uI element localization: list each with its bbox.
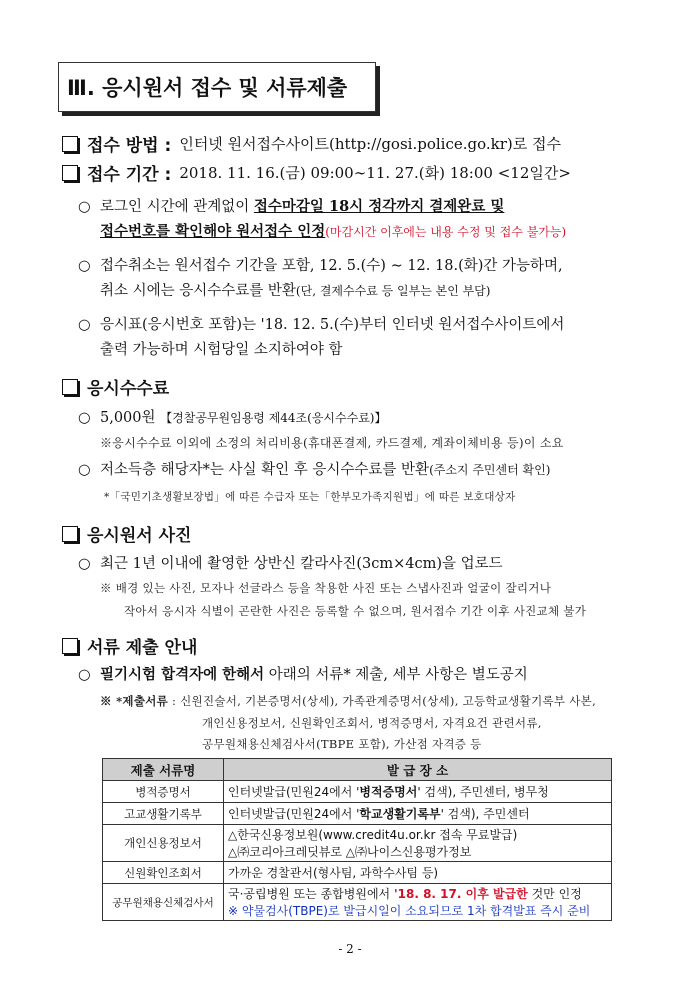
circle-bullet-icon: ○ xyxy=(78,410,91,426)
receipt-period-label: 접수 기간 : xyxy=(87,165,172,185)
issue-place-cell: 국·공립병원 또는 종합병원에서 '18. 8. 17. 이후 발급한 것만 인정 ※ 약물검사(TBPE)로 발급시일이 소요되므로 1차 합격발표 즉시 준비 xyxy=(224,884,612,921)
table-row xyxy=(103,781,612,803)
issue-place-cell: 가까운 경찰관서(형사팀, 과학수사팀 등) xyxy=(224,862,612,884)
fee-note: ※응시수수료 이외에 소정의 처리비용(휴대폰결제, 카드결제, 계좌이체비용 등)이 소요 xyxy=(100,436,564,450)
issue-place-cell: △한국신용정보원(www.credit4u.or.kr 접속 무료발급) △㈜코리아크레딧뷰로 △㈜나이스신용평가정보 xyxy=(224,825,612,862)
doc-name-cell: 공무원채용신체검사서 xyxy=(103,884,224,921)
table-row xyxy=(103,803,612,825)
fee-refund-note: *「국민기초생활보장법」에 따른 수급자 또는「한부모가족지원법」에 따른 보호대상자 xyxy=(104,491,516,503)
circle-bullet-icon: ○ xyxy=(78,258,91,274)
checkbox-bullet-icon xyxy=(62,165,78,181)
doc-name-cell: 신원확인조회서 xyxy=(103,862,224,884)
section-title: Ⅲ. 응시원서 접수 및 서류제출 xyxy=(58,62,376,112)
bullet-admission-ticket-cont: 출력 가능하며 시험당일 소지하여야 함 xyxy=(100,342,343,358)
docs-list-2: 개인신용정보서, 신원확인조회서, 병적증명서, 자격요건 관련서류, xyxy=(202,716,542,730)
photo-requirement: ○ 최근 1년 이내에 촬영한 상반신 칼라사진(3cm×4cm)을 업로드 xyxy=(78,553,503,575)
checkbox-bullet-icon xyxy=(62,638,78,654)
photo-note-2: 작아서 응시자 식별이 곤란한 사진은 등록할 수 없으며, 원서접수 기간 이후 사진교체 불가 xyxy=(124,604,587,618)
fee-refund: ○ 저소득층 해당자*는 사실 확인 후 응시수수료를 반환(주소지 주민센터 확인) xyxy=(78,459,550,481)
docs-list-1: ※ *제출서류 : 신원진술서, 기본증명서(상세), 가족관계증명서(상세), 고등학교생활기록부 사본, xyxy=(100,694,597,708)
table-row xyxy=(103,884,612,921)
checkbox-bullet-icon xyxy=(62,379,78,395)
doc-name-cell: 개인신용정보서 xyxy=(103,825,224,862)
bullet-deadline-cont: 접수번호를 확인해야 원서접수 인정(마감시간 이후에는 내용 수정 및 접수 불가능) xyxy=(100,223,567,240)
doc-name-cell: 병적증명서 xyxy=(103,781,224,803)
docs-list-3: 공무원채용신체검사서(TBPE 포함), 가산점 자격증 등 xyxy=(202,737,482,751)
table-header-cell: 발 급 장 소 xyxy=(224,759,612,781)
table-header-row xyxy=(103,759,612,781)
docs-heading: 서류 제출 안내 xyxy=(62,633,197,658)
fee-heading: 응시수수료 xyxy=(62,374,169,399)
documents-table xyxy=(102,758,612,921)
receipt-method-label: 접수 방법 : xyxy=(87,136,172,156)
docs-requirement: ○ 필기시험 합격자에 한해서 아래의 서류* 제출, 세부 사항은 별도공지 xyxy=(78,664,528,686)
circle-bullet-icon: ○ xyxy=(78,667,91,683)
receipt-method xyxy=(62,131,561,156)
bullet-cancel: ○ 접수취소는 원서접수 기간을 포함, 12. 5.(수) ∼ 12. 18.(화)간 가능하며, xyxy=(78,255,563,277)
fee-amount: ○ 5,000원 【경찰공무원임용령 제44조(응시수수료)】 xyxy=(78,407,386,429)
table-row xyxy=(103,825,612,862)
circle-bullet-icon: ○ xyxy=(78,199,91,215)
bullet-deadline: ○ 로그인 시간에 관계없이 접수마감일 18시 정각까지 결제완료 및 xyxy=(78,196,504,218)
receipt-period xyxy=(62,160,571,185)
doc-name-cell: 고교생활기록부 xyxy=(103,803,224,825)
checkbox-bullet-icon xyxy=(62,526,78,542)
checkbox-bullet-icon xyxy=(62,136,78,152)
page-number: - 2 - xyxy=(338,942,362,956)
circle-bullet-icon: ○ xyxy=(78,462,91,478)
receipt-period-value: 2018. 11. 16.(금) 09:00∼11. 27.(화) 18:00 <12일간> xyxy=(179,164,571,182)
table-header-cell: 제출 서류명 xyxy=(103,759,224,781)
photo-note-1: ※ 배경 있는 사진, 모자나 선글라스 등을 착용한 사진 또는 스냅사진과 얼굴이 잘리거나 xyxy=(100,581,552,595)
issue-place-cell: 인터넷발급(민원24에서 '학교생활기록부' 검색), 주민센터 xyxy=(224,803,612,825)
issue-place-cell: 인터넷발급(민원24에서 '병적증명서' 검색), 주민센터, 병무청 xyxy=(224,781,612,803)
photo-heading: 응시원서 사진 xyxy=(62,521,191,546)
circle-bullet-icon: ○ xyxy=(78,317,91,333)
receipt-method-value: 인터넷 원서접수사이트(http://gosi.police.go.kr)로 접수 xyxy=(179,135,561,153)
table-row xyxy=(103,862,612,884)
bullet-admission-ticket: ○ 응시표(응시번호 포함)는 '18. 12. 5.(수)부터 인터넷 원서접수사이트에서 xyxy=(78,314,564,336)
circle-bullet-icon: ○ xyxy=(78,556,91,572)
bullet-cancel-cont: 취소 시에는 응시수수료를 반환(단, 결제수수료 등 일부는 본인 부담) xyxy=(100,283,491,299)
